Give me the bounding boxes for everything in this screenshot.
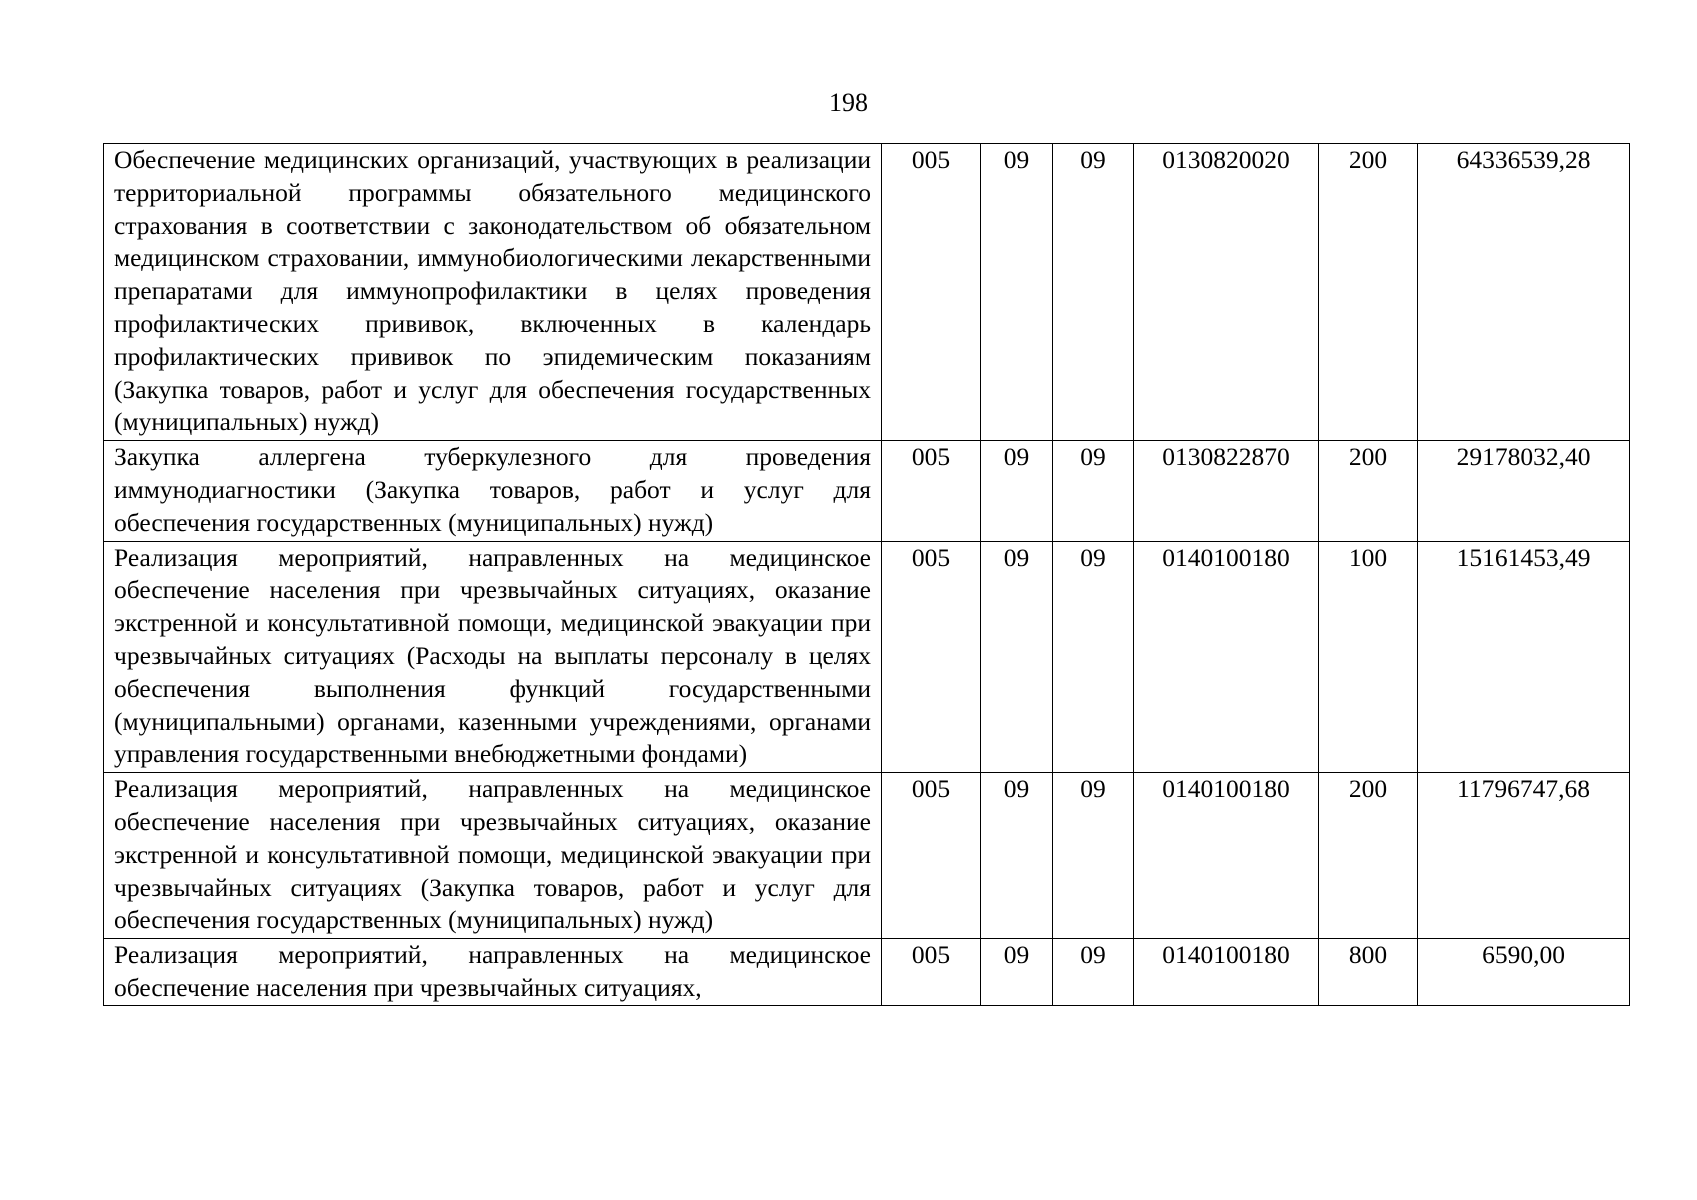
table-row	[104, 541, 1630, 773]
expense-type-code: 200	[1319, 773, 1418, 939]
row-description: Реализация мероприятий, направленных на медицинское обеспечение населения при чрезвычайных ситуациях, оказание экстренной и консультативной помощи, медицинской эвакуации при чрезвычайных ситуациях (Расходы на выплаты персоналу в целях обеспечения выполнения функций государственными (муниципальными) органами, казенными учреждениями, органами управления государственными внебюджетными фондами)	[104, 541, 882, 773]
subsection-code: 09	[1053, 541, 1134, 773]
ministry-code: 005	[882, 939, 981, 1006]
target-article-code: 0140100180	[1134, 939, 1319, 1006]
table-row	[104, 773, 1630, 939]
section-code: 09	[981, 441, 1053, 541]
section-code: 09	[981, 144, 1053, 441]
row-description: Обеспечение медицинских организаций, участвующих в реализации территориальной программы обязательного медицинского страхования в соответствии с законодательством об обязательном медицинском страховании, иммунобиологическими лекарственными препаратами для иммунопрофилактики в целях проведения профилактических прививок, включенных в календарь профилактических прививок по эпидемическим показаниям (Закупка товаров, работ и услуг для обеспечения государственных (муниципальных) нужд)	[104, 144, 882, 441]
row-description: Закупка аллергена туберкулезного для проведения иммунодиагностики (Закупка товаров, работ и услуг для обеспечения государственных (муниципальных) нужд)	[104, 441, 882, 541]
section-code: 09	[981, 939, 1053, 1006]
target-article-code: 0130822870	[1134, 441, 1319, 541]
page-number: 198	[829, 88, 868, 117]
section-code: 09	[981, 541, 1053, 773]
target-article-code: 0140100180	[1134, 541, 1319, 773]
ministry-code: 005	[882, 773, 981, 939]
subsection-code: 09	[1053, 939, 1134, 1006]
amount-value: 6590,00	[1418, 939, 1630, 1006]
section-code: 09	[981, 773, 1053, 939]
row-description-truncated	[104, 939, 882, 1006]
amount-value: 15161453,49	[1418, 541, 1630, 773]
ministry-code: 005	[882, 441, 981, 541]
expense-type-code: 100	[1319, 541, 1418, 773]
budget-table	[103, 143, 1630, 1006]
expense-type-code: 200	[1319, 144, 1418, 441]
amount-value: 11796747,68	[1418, 773, 1630, 939]
target-article-code: 0130820020	[1134, 144, 1319, 441]
subsection-code: 09	[1053, 773, 1134, 939]
table-row	[104, 939, 1630, 1006]
amount-value: 64336539,28	[1418, 144, 1630, 441]
expense-type-code: 200	[1319, 441, 1418, 541]
subsection-code: 09	[1053, 144, 1134, 441]
target-article-code: 0140100180	[1134, 773, 1319, 939]
expense-type-code: 800	[1319, 939, 1418, 1006]
ministry-code: 005	[882, 144, 981, 441]
subsection-code: 09	[1053, 441, 1134, 541]
ministry-code: 005	[882, 541, 981, 773]
row-description: Реализация мероприятий, направленных на медицинское обеспечение населения при чрезвычайных ситуациях,	[114, 940, 871, 1002]
row-description: Реализация мероприятий, направленных на медицинское обеспечение населения при чрезвычайных ситуациях, оказание экстренной и консультативной помощи, медицинской эвакуации при чрезвычайных ситуациях (Закупка товаров, работ и услуг для обеспечения государственных (муниципальных) нужд)	[104, 773, 882, 939]
amount-value: 29178032,40	[1418, 441, 1630, 541]
table-row	[104, 144, 1630, 441]
table-row	[104, 441, 1630, 541]
